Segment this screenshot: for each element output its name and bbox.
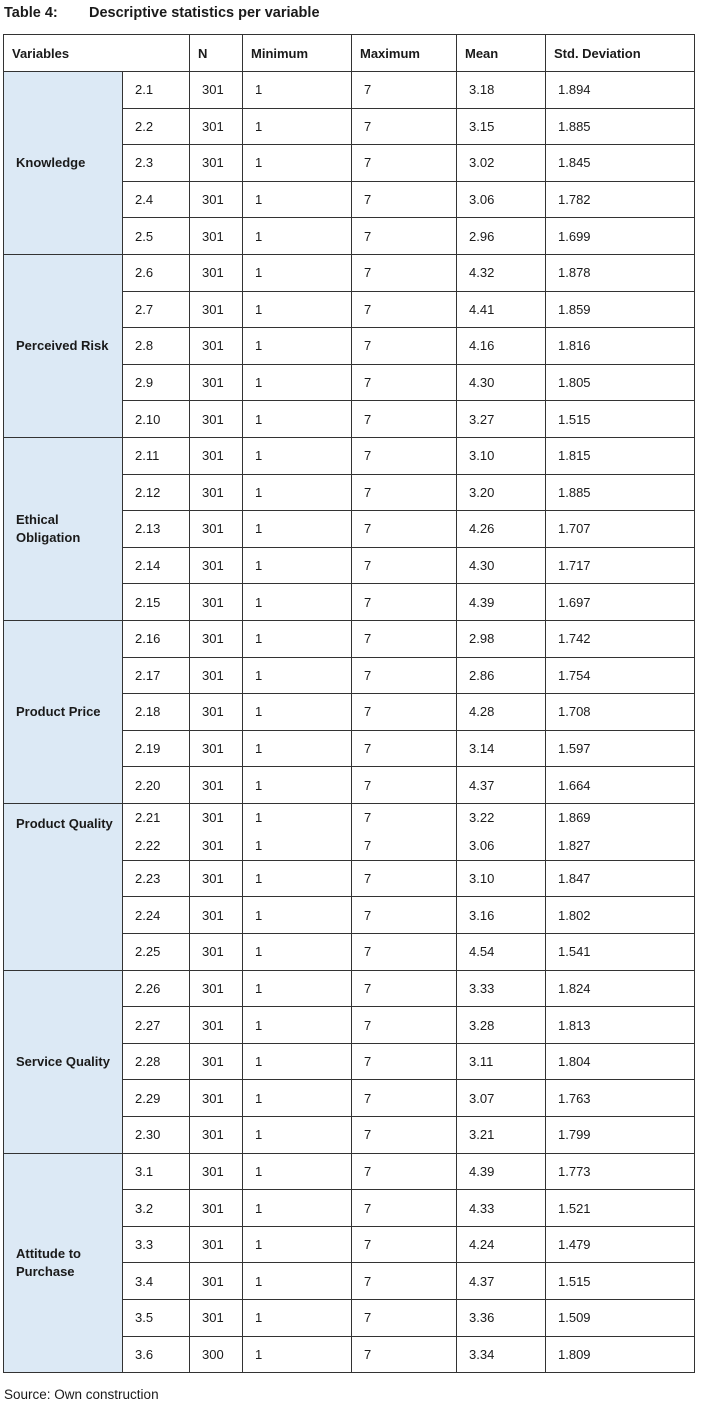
cell-n: 301 xyxy=(190,897,243,934)
cell-std-deviation: 1.782 xyxy=(546,181,695,218)
cell-item-id: 2.29 xyxy=(123,1080,190,1117)
cell-value: 1.869 xyxy=(558,809,591,825)
cell-std-deviation: 1.894 xyxy=(546,72,695,109)
cell-item-id: 2.23 xyxy=(123,860,190,897)
cell-maximum: 7 xyxy=(352,364,457,401)
cell-n: 301 xyxy=(190,584,243,621)
cell-maximum: 7 xyxy=(352,1336,457,1373)
header-mean: Mean xyxy=(457,35,546,72)
cell-value: 2.22 xyxy=(135,837,161,853)
cell-value: 1 xyxy=(255,837,263,853)
cell-minimum: 1 xyxy=(243,767,352,804)
cell-std-deviation: 1.708 xyxy=(546,694,695,731)
cell-n: 301 xyxy=(190,657,243,694)
cell-mean: 4.26 xyxy=(457,511,546,548)
cell-minimum: 1 xyxy=(243,694,352,731)
cell-item-id: 2.13 xyxy=(123,511,190,548)
cell-n: 301 xyxy=(190,72,243,109)
cell-std-deviation: 1.479 xyxy=(546,1226,695,1263)
source-note: Source: Own construction xyxy=(4,1387,159,1402)
cell-item-id xyxy=(123,803,190,860)
cell-value: 3.06 xyxy=(469,837,495,853)
group-label: Ethical Obligation xyxy=(4,437,123,620)
cell-maximum: 7 xyxy=(352,1300,457,1337)
cell-n: 301 xyxy=(190,694,243,731)
cell-minimum: 1 xyxy=(243,584,352,621)
cell-maximum: 7 xyxy=(352,72,457,109)
cell-item-id: 2.9 xyxy=(123,364,190,401)
cell-std-deviation: 1.878 xyxy=(546,254,695,291)
cell-std-deviation: 1.815 xyxy=(546,437,695,474)
cell-mean: 4.30 xyxy=(457,547,546,584)
table-row xyxy=(4,254,695,291)
cell-maximum: 7 xyxy=(352,1263,457,1300)
cell-mean: 4.54 xyxy=(457,934,546,971)
cell-n: 301 xyxy=(190,218,243,255)
cell-item-id: 2.4 xyxy=(123,181,190,218)
table-row xyxy=(4,803,695,860)
cell-n: 301 xyxy=(190,291,243,328)
cell-minimum: 1 xyxy=(243,730,352,767)
cell-minimum xyxy=(243,803,352,860)
cell-maximum: 7 xyxy=(352,860,457,897)
table-row xyxy=(4,437,695,474)
cell-n: 301 xyxy=(190,364,243,401)
cell-std-deviation: 1.763 xyxy=(546,1080,695,1117)
cell-n: 301 xyxy=(190,511,243,548)
cell-value: 301 xyxy=(202,837,224,853)
cell-mean: 3.11 xyxy=(457,1043,546,1080)
cell-minimum: 1 xyxy=(243,1336,352,1373)
cell-mean: 4.28 xyxy=(457,694,546,731)
header-row xyxy=(4,35,695,72)
cell-minimum: 1 xyxy=(243,1226,352,1263)
cell-mean: 3.18 xyxy=(457,72,546,109)
cell-n: 301 xyxy=(190,1080,243,1117)
cell-std-deviation: 1.885 xyxy=(546,474,695,511)
cell-minimum: 1 xyxy=(243,897,352,934)
cell-std-deviation: 1.804 xyxy=(546,1043,695,1080)
table-row xyxy=(4,72,695,109)
cell-maximum: 7 xyxy=(352,584,457,621)
table-row xyxy=(4,970,695,1007)
cell-maximum: 7 xyxy=(352,657,457,694)
cell-mean: 4.41 xyxy=(457,291,546,328)
header-variables: Variables xyxy=(4,35,190,72)
cell-n: 301 xyxy=(190,970,243,1007)
cell-std-deviation: 1.845 xyxy=(546,145,695,182)
cell-std-deviation: 1.664 xyxy=(546,767,695,804)
cell-item-id: 3.4 xyxy=(123,1263,190,1300)
cell-item-id: 2.8 xyxy=(123,328,190,365)
cell-minimum: 1 xyxy=(243,218,352,255)
cell-std-deviation: 1.697 xyxy=(546,584,695,621)
cell-item-id: 2.2 xyxy=(123,108,190,145)
cell-maximum: 7 xyxy=(352,547,457,584)
header-n: N xyxy=(190,35,243,72)
cell-item-id: 2.6 xyxy=(123,254,190,291)
cell-std-deviation: 1.742 xyxy=(546,620,695,657)
cell-mean: 3.15 xyxy=(457,108,546,145)
cell-item-id: 2.15 xyxy=(123,584,190,621)
cell-mean: 2.98 xyxy=(457,620,546,657)
table-caption xyxy=(4,5,320,21)
cell-maximum: 7 xyxy=(352,1007,457,1044)
group-label: Service Quality xyxy=(4,970,123,1153)
cell-std-deviation: 1.754 xyxy=(546,657,695,694)
cell-n: 301 xyxy=(190,254,243,291)
cell-n: 301 xyxy=(190,437,243,474)
cell-item-id: 2.19 xyxy=(123,730,190,767)
cell-maximum: 7 xyxy=(352,437,457,474)
cell-mean: 2.86 xyxy=(457,657,546,694)
group-label: Attitude to Purchase xyxy=(4,1153,123,1373)
cell-mean: 3.16 xyxy=(457,897,546,934)
cell-n: 301 xyxy=(190,1190,243,1227)
cell-item-id: 2.3 xyxy=(123,145,190,182)
cell-mean: 4.24 xyxy=(457,1226,546,1263)
cell-maximum: 7 xyxy=(352,1043,457,1080)
cell-minimum: 1 xyxy=(243,1007,352,1044)
table-row xyxy=(4,620,695,657)
header-std-deviation: Std. Deviation xyxy=(546,35,695,72)
cell-mean: 4.37 xyxy=(457,1263,546,1300)
table-row xyxy=(4,1153,695,1190)
cell-maximum: 7 xyxy=(352,254,457,291)
cell-minimum: 1 xyxy=(243,181,352,218)
cell-maximum: 7 xyxy=(352,181,457,218)
cell-mean: 3.28 xyxy=(457,1007,546,1044)
cell-std-deviation xyxy=(546,803,695,860)
cell-minimum: 1 xyxy=(243,145,352,182)
cell-n: 301 xyxy=(190,620,243,657)
cell-minimum: 1 xyxy=(243,934,352,971)
cell-value: 3.22 xyxy=(469,809,495,825)
cell-mean: 3.21 xyxy=(457,1117,546,1154)
cell-maximum: 7 xyxy=(352,401,457,438)
cell-value: 7 xyxy=(364,809,372,825)
group-label: Product Price xyxy=(4,620,123,803)
cell-item-id: 2.24 xyxy=(123,897,190,934)
cell-std-deviation: 1.597 xyxy=(546,730,695,767)
cell-minimum: 1 xyxy=(243,620,352,657)
cell-mean: 3.02 xyxy=(457,145,546,182)
cell-std-deviation: 1.824 xyxy=(546,970,695,1007)
cell-item-id: 2.16 xyxy=(123,620,190,657)
cell-std-deviation: 1.773 xyxy=(546,1153,695,1190)
cell-maximum: 7 xyxy=(352,218,457,255)
cell-mean: 4.37 xyxy=(457,767,546,804)
cell-std-deviation: 1.802 xyxy=(546,897,695,934)
cell-n: 301 xyxy=(190,401,243,438)
group-label: Knowledge xyxy=(4,72,123,255)
cell-n: 301 xyxy=(190,767,243,804)
cell-mean: 3.36 xyxy=(457,1300,546,1337)
group-label: Perceived Risk xyxy=(4,254,123,437)
cell-std-deviation: 1.859 xyxy=(546,291,695,328)
cell-std-deviation: 1.521 xyxy=(546,1190,695,1227)
cell-item-id: 2.11 xyxy=(123,437,190,474)
cell-mean: 4.32 xyxy=(457,254,546,291)
cell-mean: 3.10 xyxy=(457,437,546,474)
cell-minimum: 1 xyxy=(243,1153,352,1190)
cell-n: 301 xyxy=(190,328,243,365)
cell-maximum: 7 xyxy=(352,1226,457,1263)
cell-item-id: 2.1 xyxy=(123,72,190,109)
cell-mean: 2.96 xyxy=(457,218,546,255)
cell-n: 301 xyxy=(190,730,243,767)
cell-minimum: 1 xyxy=(243,72,352,109)
cell-minimum: 1 xyxy=(243,970,352,1007)
cell-maximum: 7 xyxy=(352,474,457,511)
cell-minimum: 1 xyxy=(243,401,352,438)
cell-n: 301 xyxy=(190,547,243,584)
cell-item-id: 2.5 xyxy=(123,218,190,255)
cell-item-id: 2.26 xyxy=(123,970,190,1007)
cell-n: 301 xyxy=(190,1300,243,1337)
cell-minimum: 1 xyxy=(243,474,352,511)
group-label: Product Quality xyxy=(4,803,123,970)
cell-minimum: 1 xyxy=(243,437,352,474)
cell-item-id: 3.3 xyxy=(123,1226,190,1263)
cell-std-deviation: 1.509 xyxy=(546,1300,695,1337)
cell-n: 301 xyxy=(190,1153,243,1190)
cell-maximum: 7 xyxy=(352,897,457,934)
cell-std-deviation: 1.699 xyxy=(546,218,695,255)
cell-n: 301 xyxy=(190,181,243,218)
cell-maximum: 7 xyxy=(352,767,457,804)
cell-std-deviation: 1.847 xyxy=(546,860,695,897)
cell-std-deviation: 1.541 xyxy=(546,934,695,971)
cell-item-id: 2.30 xyxy=(123,1117,190,1154)
cell-item-id: 3.5 xyxy=(123,1300,190,1337)
cell-mean: 4.30 xyxy=(457,364,546,401)
cell-maximum: 7 xyxy=(352,970,457,1007)
cell-item-id: 2.27 xyxy=(123,1007,190,1044)
cell-minimum: 1 xyxy=(243,254,352,291)
header-maximum: Maximum xyxy=(352,35,457,72)
cell-std-deviation: 1.515 xyxy=(546,1263,695,1300)
cell-n: 301 xyxy=(190,1007,243,1044)
cell-minimum: 1 xyxy=(243,657,352,694)
cell-std-deviation: 1.809 xyxy=(546,1336,695,1373)
cell-value: 7 xyxy=(364,837,372,853)
cell-maximum xyxy=(352,803,457,860)
cell-mean xyxy=(457,803,546,860)
cell-item-id: 3.2 xyxy=(123,1190,190,1227)
cell-n: 301 xyxy=(190,1263,243,1300)
cell-n: 301 xyxy=(190,145,243,182)
cell-minimum: 1 xyxy=(243,1117,352,1154)
cell-std-deviation: 1.805 xyxy=(546,364,695,401)
cell-minimum: 1 xyxy=(243,291,352,328)
cell-minimum: 1 xyxy=(243,511,352,548)
cell-item-id: 2.25 xyxy=(123,934,190,971)
cell-maximum: 7 xyxy=(352,694,457,731)
cell-n: 300 xyxy=(190,1336,243,1373)
cell-minimum: 1 xyxy=(243,108,352,145)
cell-maximum: 7 xyxy=(352,108,457,145)
cell-maximum: 7 xyxy=(352,1080,457,1117)
cell-item-id: 2.14 xyxy=(123,547,190,584)
cell-mean: 3.07 xyxy=(457,1080,546,1117)
cell-n: 301 xyxy=(190,108,243,145)
cell-item-id: 2.17 xyxy=(123,657,190,694)
cell-mean: 3.34 xyxy=(457,1336,546,1373)
cell-n: 301 xyxy=(190,474,243,511)
cell-mean: 4.33 xyxy=(457,1190,546,1227)
cell-std-deviation: 1.707 xyxy=(546,511,695,548)
cell-item-id: 2.7 xyxy=(123,291,190,328)
cell-n: 301 xyxy=(190,1117,243,1154)
cell-value: 301 xyxy=(202,809,224,825)
cell-maximum: 7 xyxy=(352,1153,457,1190)
cell-item-id: 2.12 xyxy=(123,474,190,511)
cell-minimum: 1 xyxy=(243,1263,352,1300)
cell-item-id: 2.28 xyxy=(123,1043,190,1080)
header-minimum: Minimum xyxy=(243,35,352,72)
cell-mean: 4.16 xyxy=(457,328,546,365)
cell-minimum: 1 xyxy=(243,1043,352,1080)
cell-n: 301 xyxy=(190,1226,243,1263)
cell-mean: 4.39 xyxy=(457,1153,546,1190)
cell-std-deviation: 1.717 xyxy=(546,547,695,584)
cell-mean: 3.33 xyxy=(457,970,546,1007)
cell-maximum: 7 xyxy=(352,620,457,657)
cell-mean: 3.14 xyxy=(457,730,546,767)
cell-item-id: 2.18 xyxy=(123,694,190,731)
cell-maximum: 7 xyxy=(352,511,457,548)
cell-mean: 3.10 xyxy=(457,860,546,897)
cell-minimum: 1 xyxy=(243,328,352,365)
cell-n: 301 xyxy=(190,860,243,897)
cell-value: 2.21 xyxy=(135,809,161,825)
cell-minimum: 1 xyxy=(243,1190,352,1227)
cell-item-id: 2.20 xyxy=(123,767,190,804)
cell-maximum: 7 xyxy=(352,730,457,767)
cell-minimum: 1 xyxy=(243,1080,352,1117)
cell-maximum: 7 xyxy=(352,934,457,971)
cell-std-deviation: 1.813 xyxy=(546,1007,695,1044)
cell-maximum: 7 xyxy=(352,145,457,182)
cell-item-id: 3.6 xyxy=(123,1336,190,1373)
cell-n xyxy=(190,803,243,860)
cell-std-deviation: 1.885 xyxy=(546,108,695,145)
cell-std-deviation: 1.515 xyxy=(546,401,695,438)
cell-std-deviation: 1.816 xyxy=(546,328,695,365)
cell-n: 301 xyxy=(190,1043,243,1080)
cell-mean: 3.27 xyxy=(457,401,546,438)
cell-n: 301 xyxy=(190,934,243,971)
cell-value: 1.827 xyxy=(558,837,591,853)
cell-std-deviation: 1.799 xyxy=(546,1117,695,1154)
table-body xyxy=(4,72,695,1373)
cell-maximum: 7 xyxy=(352,328,457,365)
cell-mean: 4.39 xyxy=(457,584,546,621)
cell-mean: 3.20 xyxy=(457,474,546,511)
descriptive-statistics-table xyxy=(3,34,695,1373)
table-number: Table 4: xyxy=(4,5,58,21)
cell-maximum: 7 xyxy=(352,1117,457,1154)
cell-mean: 3.06 xyxy=(457,181,546,218)
cell-value: 1 xyxy=(255,809,263,825)
cell-item-id: 2.10 xyxy=(123,401,190,438)
cell-maximum: 7 xyxy=(352,1190,457,1227)
cell-minimum: 1 xyxy=(243,547,352,584)
cell-minimum: 1 xyxy=(243,1300,352,1337)
cell-minimum: 1 xyxy=(243,860,352,897)
cell-minimum: 1 xyxy=(243,364,352,401)
cell-maximum: 7 xyxy=(352,291,457,328)
table-title: Descriptive statistics per variable xyxy=(89,5,320,21)
cell-item-id: 3.1 xyxy=(123,1153,190,1190)
